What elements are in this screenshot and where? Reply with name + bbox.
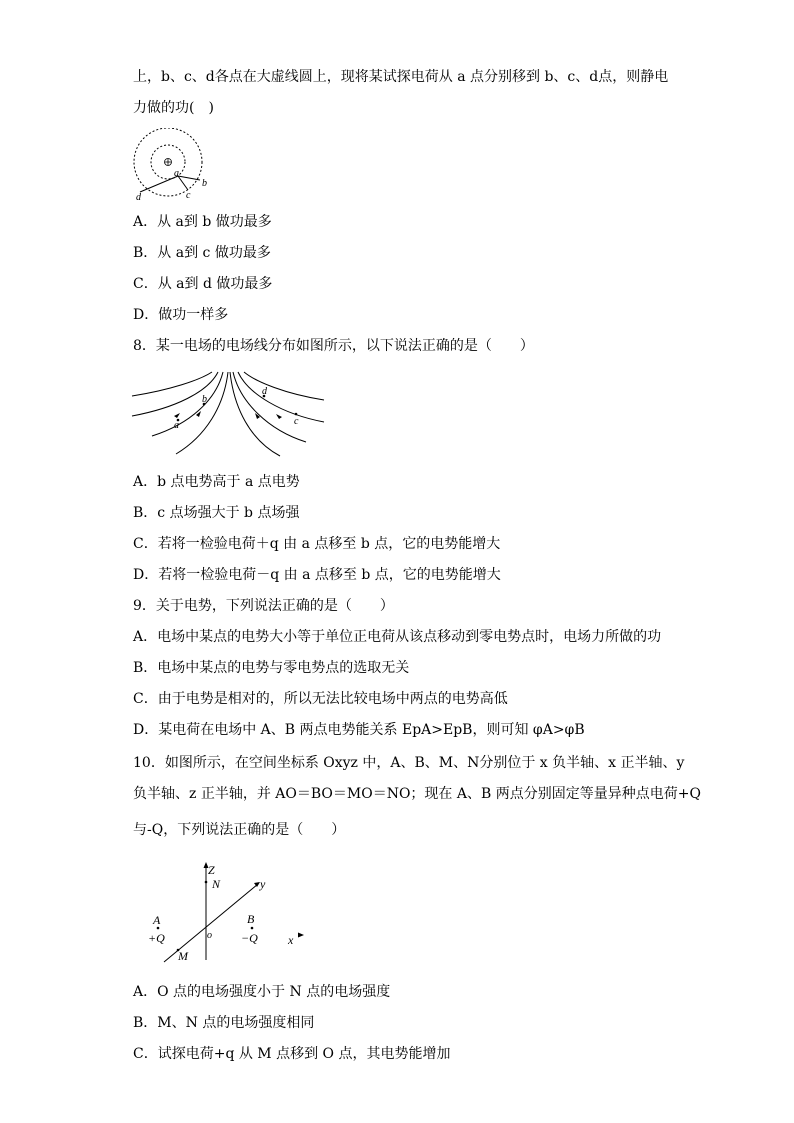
q7-option-a: A．从 a到 b 做功最多 xyxy=(133,214,272,230)
q10-point-A xyxy=(157,927,160,930)
q7-option-c: C．从 a到 d 做功最多 xyxy=(133,276,273,292)
q8-label-d: d xyxy=(262,386,267,397)
q8-arrow xyxy=(276,414,282,419)
q10-point-B xyxy=(251,927,254,930)
q10-label-x: x xyxy=(288,933,294,947)
q8-field-line xyxy=(238,372,324,422)
q10-option-b: B．M、N 点的电场强度相同 xyxy=(133,1015,315,1031)
q7-segment-a-d xyxy=(140,176,178,192)
q10-option-c: C．试探电荷+q 从 M 点移到 O 点，其电势能增加 xyxy=(133,1046,451,1062)
q10-label-z: Z xyxy=(208,863,215,877)
q10-label-M: M xyxy=(178,949,188,963)
q8-label-c: c xyxy=(294,416,299,427)
q9-option-b: B．电场中某点的电势与零电势点的选取无关 xyxy=(133,660,410,676)
q7-option-b: B．从 a到 c 做功最多 xyxy=(133,245,271,261)
q7-label-b: b xyxy=(202,178,207,189)
q10-label-minusQ: −Q xyxy=(241,931,258,945)
q10-coordinate-figure xyxy=(140,858,320,970)
q7-concentric-circles-figure xyxy=(128,128,212,202)
q10-label-plusQ: +Q xyxy=(148,931,165,945)
q8-label-b: b xyxy=(202,394,207,405)
q9-stem: 9．关于电势，下列说法正确的是（ ） xyxy=(133,598,394,614)
q8-option-a: A．b 点电势高于 a 点电势 xyxy=(133,474,300,490)
q7-option-d: D．做功一样多 xyxy=(133,307,229,323)
q10-stem-line2: 负半轴、z 正半轴，并 AO＝BO＝MO＝NO；现在 A、B 两点分别固定等量异种点电荷+Q xyxy=(133,786,701,802)
q10-label-N: N xyxy=(212,877,221,891)
q8-label-a: a xyxy=(174,420,179,431)
q7-label-d: d xyxy=(136,192,141,202)
q8-option-b: B．c 点场强大于 b 点场强 xyxy=(133,505,300,521)
q10-stem-line1: 10．如图所示，在空间坐标系 Oxyz 中，A、B、M、N分别位于 x 负半轴、x 正半轴、y xyxy=(133,755,685,771)
q8-point-c xyxy=(295,413,298,416)
q8-stem: 8．某一电场的电场线分布如图所示，以下说法正确的是（ ） xyxy=(133,338,534,354)
q10-label-y: y xyxy=(260,877,266,891)
q10-label-A: A xyxy=(153,913,161,927)
q10-point-N xyxy=(205,881,208,884)
q9-option-c: C．由于电势是相对的，所以无法比较电场中两点的电势高低 xyxy=(133,691,508,707)
q9-option-d: D．某电荷在电场中 A、B 两点电势能关系 EpA>EpB，则可知 φA>φB xyxy=(133,722,585,738)
q8-field-lines-figure xyxy=(130,370,326,458)
q7-segment-a-b xyxy=(178,176,200,180)
q10-option-a: A．O 点的电场强度小于 N 点的电场强度 xyxy=(133,984,391,1000)
q8-option-d: D．若将一检验电荷－q 由 a 点移至 b 点，它的电势能增大 xyxy=(133,567,501,583)
q8-arrow xyxy=(174,413,180,418)
q10-label-B: B xyxy=(247,912,255,926)
q10-label-O: o xyxy=(207,930,212,941)
q8-field-line xyxy=(152,372,223,436)
q10-x-arrow xyxy=(298,933,304,938)
q7-stem-line1: 上，b、c、d各点在大虚线圆上，现将某试探电荷从 a 点分别移到 b、c、d点，则静电 xyxy=(133,69,669,85)
q7-label-c: c xyxy=(186,190,191,201)
q7-segment-a-c xyxy=(178,176,188,190)
q8-field-line xyxy=(233,372,306,442)
q9-option-a: A．电场中某点的电势大小等于单位正电荷从该点移动到零电势点时，电场力所做的功 xyxy=(133,629,662,645)
q8-field-line xyxy=(244,372,324,400)
q8-field-line xyxy=(132,372,212,396)
q7-label-a: a xyxy=(174,168,179,179)
q7-stem-line2: 力做的功( ) xyxy=(133,100,214,116)
q8-option-c: C．若将一检验电荷＋q 由 a 点移至 b 点，它的电势能增大 xyxy=(133,536,501,552)
q10-stem-line3: 与-Q，下列说法正确的是（ ） xyxy=(133,822,346,838)
